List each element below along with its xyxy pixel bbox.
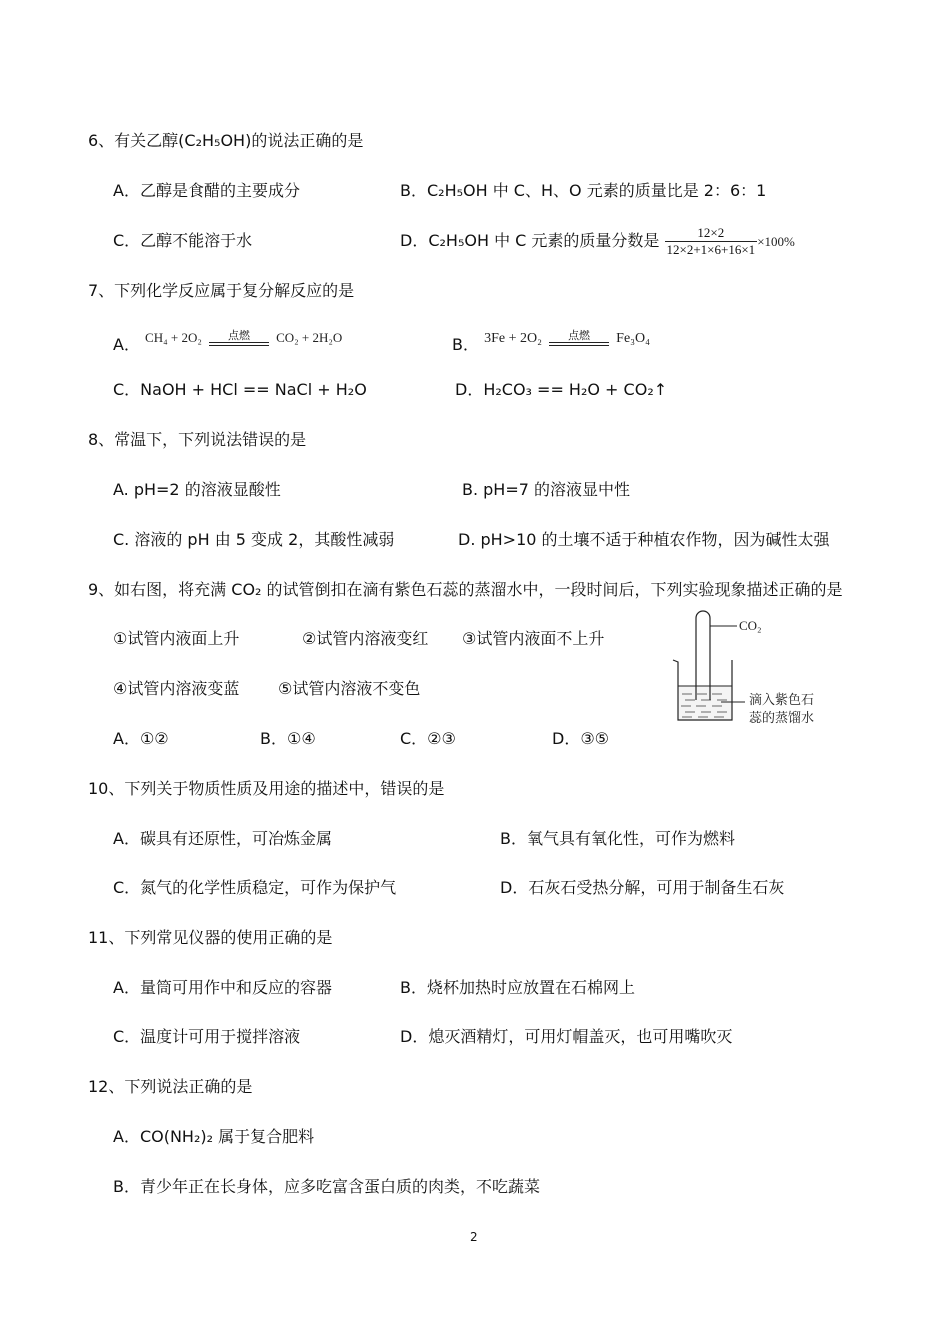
- q9-option-c: C．②③: [400, 729, 456, 748]
- co2-test-tube-figure: [665, 608, 845, 734]
- q12-option-a: A．CO(NH₂)₂ 属于复合肥料: [113, 1127, 315, 1146]
- q9-option-b: B．①④: [260, 729, 316, 748]
- q6-stem: 6、有关乙醇(C₂H₅OH)的说法正确的是: [88, 131, 364, 150]
- q7a-condition: 点燃: [227, 328, 250, 342]
- beaker-water: [678, 686, 732, 720]
- q7-option-b: [452, 322, 650, 354]
- q12-stem: 12、下列说法正确的是: [88, 1077, 253, 1096]
- q8-option-b: B. pH=7 的溶液显中性: [462, 480, 631, 499]
- q11-option-c: C．温度计可用于搅拌溶液: [113, 1027, 301, 1046]
- q8-stem: 8、常温下，下列说法错误的是: [88, 430, 307, 449]
- q11-option-b: B．烧杯加热时应放置在石棉网上: [400, 978, 635, 997]
- q8-option-c: C. 溶液的 pH 由 5 变成 2，其酸性减弱: [113, 530, 395, 549]
- q7a-reactants: CH₄ + 2O₂: [145, 330, 202, 345]
- q9-statement-2: ②试管内溶液变红: [302, 629, 429, 648]
- q8-option-d: D. pH>10 的土壤不适于种植农作物，因为碱性太强: [458, 530, 830, 549]
- page-number: 2: [470, 1230, 478, 1244]
- q7-option-c: C．NaOH + HCl == NaCl + H₂O: [113, 380, 367, 399]
- q9-option-a: A．①②: [113, 729, 169, 748]
- q7-option-a-label: A．: [113, 335, 140, 354]
- q6-option-a: A．乙醇是食醋的主要成分: [113, 181, 300, 200]
- q11-option-d: D．熄灭酒精灯，可用灯帽盖灭，也可用嘴吹灭: [400, 1027, 733, 1046]
- q7-option-b-label: B．: [452, 335, 479, 354]
- q10-option-a: A．碳具有还原性，可冶炼金属: [113, 829, 332, 848]
- water-label-line2: 蕊的蒸馏水: [749, 711, 815, 726]
- fraction-numerator: 12×2: [697, 225, 725, 240]
- gas-label: CO₂: [739, 618, 762, 633]
- q9-statement-5: ⑤试管内溶液不变色: [278, 679, 421, 698]
- mass-fraction-formula: [665, 225, 758, 258]
- q9-statement-3: ③试管内液面不上升: [462, 629, 605, 648]
- q11-stem: 11、下列常见仪器的使用正确的是: [88, 928, 333, 947]
- fraction-denominator: 12×2+1×6+16×1: [666, 242, 756, 257]
- q8-option-a: A. pH=2 的溶液显酸性: [113, 480, 281, 499]
- q7-option-d: D．H₂CO₃ == H₂O + CO₂↑: [455, 380, 668, 399]
- q7b-condition: 点燃: [568, 328, 591, 342]
- q6-option-d: [400, 222, 795, 261]
- q10-option-c: C．氮气的化学性质稳定，可作为保护气: [113, 878, 397, 897]
- fraction-suffix: ×100%: [757, 234, 795, 249]
- q12-option-b: B．青少年正在长身体，应多吃富含蛋白质的肉类，不吃蔬菜: [113, 1177, 540, 1196]
- q10-option-b: B．氧气具有氧化性，可作为燃料: [500, 829, 735, 848]
- q11-option-a: A．量筒可用作中和反应的容器: [113, 978, 332, 997]
- q7b-products: Fe₃O₄: [616, 331, 651, 346]
- q7b-reactants: 3Fe + 2O₂: [484, 331, 542, 346]
- q6-option-d-prefix: D．C₂H₅OH 中 C 元素的质量分数是: [400, 231, 660, 250]
- q9-statement-4: ④试管内溶液变蓝: [113, 679, 240, 698]
- q7-stem: 7、下列化学反应属于复分解反应的是: [88, 281, 355, 300]
- q6-option-c: C．乙醇不能溶于水: [113, 231, 253, 250]
- q10-stem: 10、下列关于物质性质及用途的描述中，错误的是: [88, 779, 445, 798]
- q9-statement-1: ①试管内液面上升: [113, 629, 240, 648]
- water-label-line1: 滴入紫色石: [749, 693, 815, 708]
- q7a-reaction-arrow: [209, 330, 269, 346]
- q6-option-b: B．C₂H₅OH 中 C、H、O 元素的质量比是 2：6：1: [400, 181, 767, 200]
- q7-option-a: [113, 322, 342, 353]
- q7a-products: CO₂ + 2H₂O: [276, 330, 343, 345]
- q10-option-d: D．石灰石受热分解，可用于制备生石灰: [500, 878, 785, 897]
- q9-stem: 9、如右图，将充满 CO₂ 的试管倒扣在滴有紫色石蕊的蒸溜水中，一段时间后，下列实验现象描述正确的是: [88, 580, 843, 599]
- q9-option-d: D．③⑤: [552, 729, 610, 748]
- q7b-reaction-arrow: [549, 330, 609, 346]
